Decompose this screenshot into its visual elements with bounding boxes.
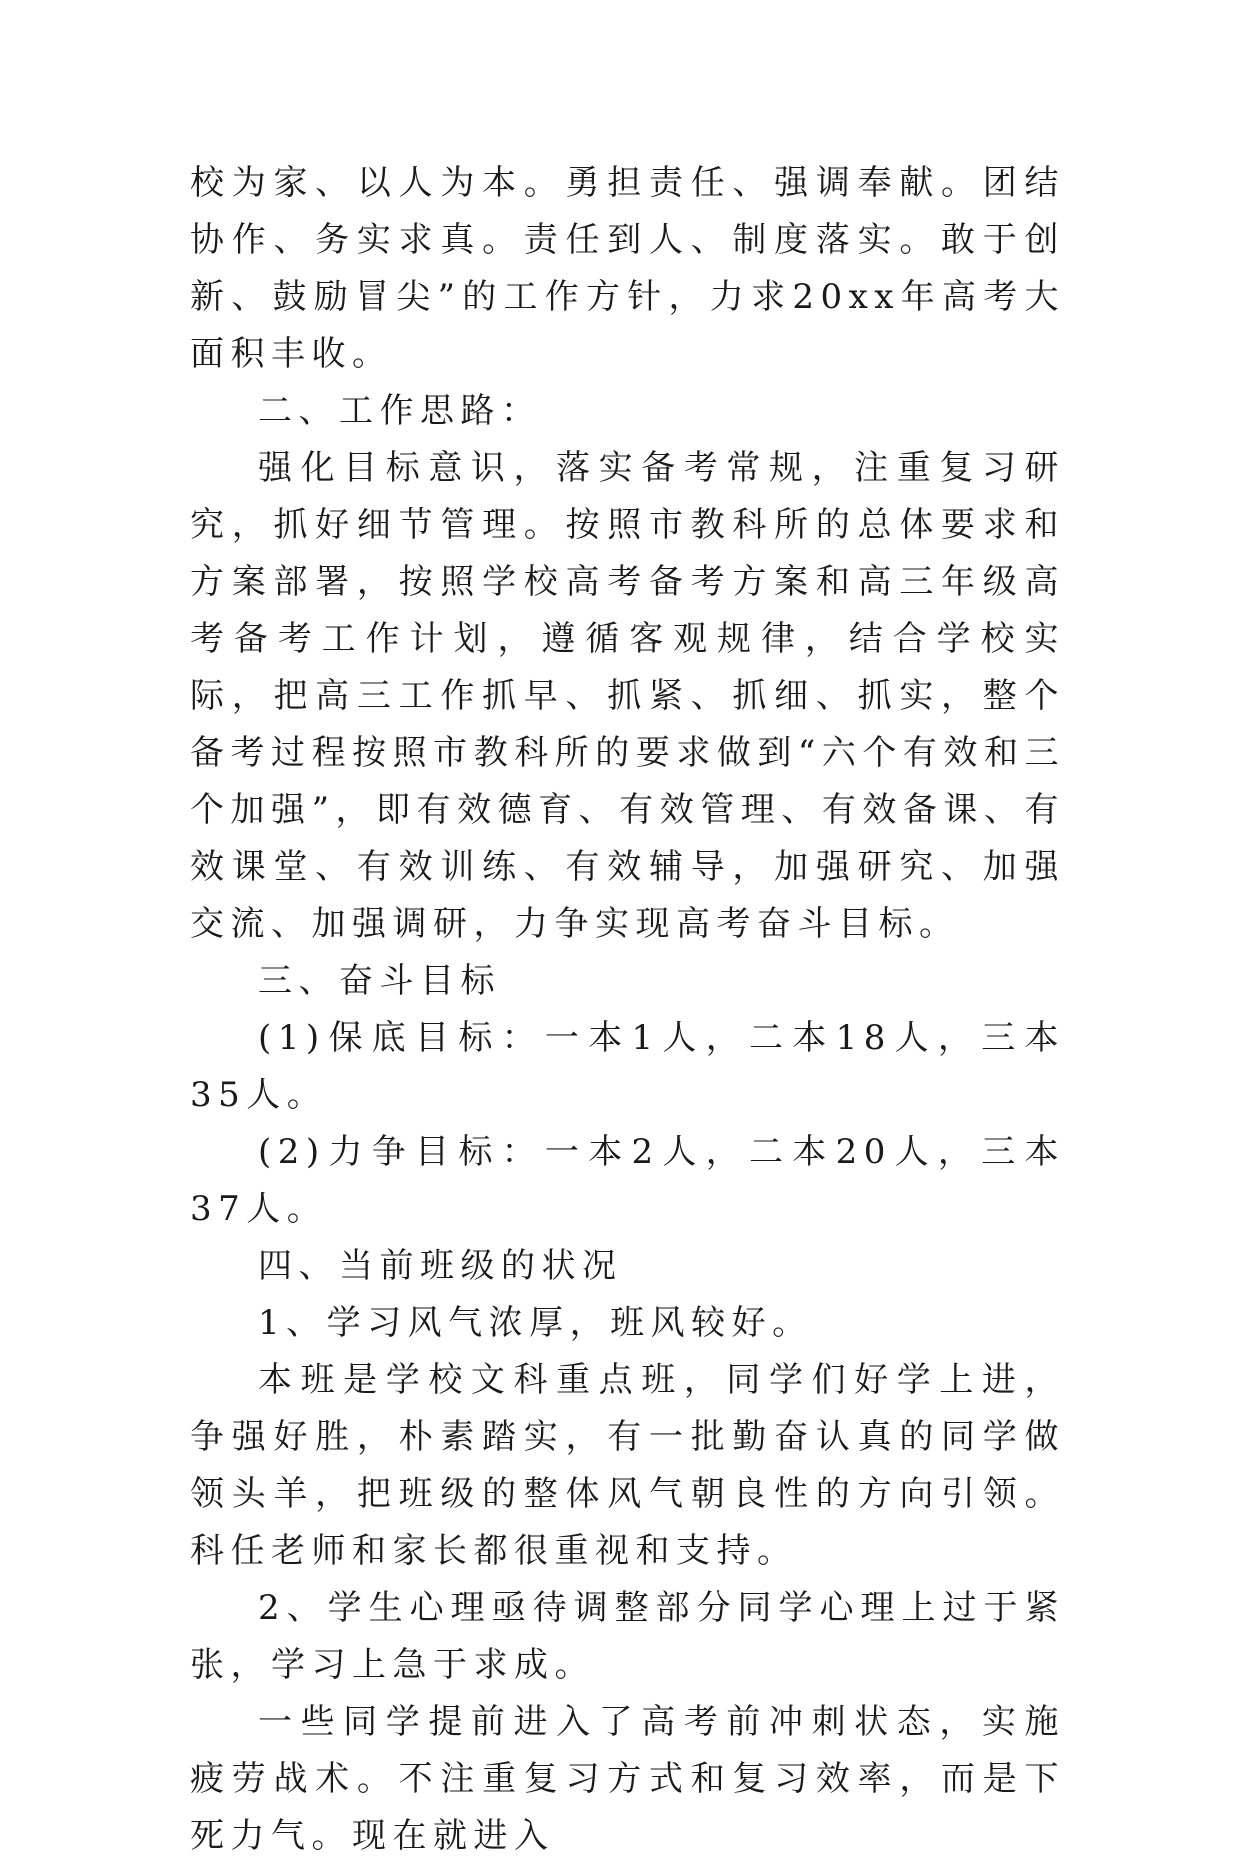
list-item-stretch-goal: (2)力争目标：一本2人，二本20人，三本37人。	[190, 1132, 1065, 1229]
heading-class-status: 四、当前班级的状况	[258, 1246, 623, 1286]
document-body	[190, 155, 1065, 1865]
list-item-baseline-goal: (1)保底目标：一本1人，二本18人，三本35人。	[190, 1018, 1065, 1115]
paragraph-work-policy-continued: 校为家、以人为本。勇担责任、强调奉献。团结协作、务实求真。责任到人、制度落实。敢于创新、鼓励冒尖”的工作方针，力求20xx年高考大面积丰收。	[190, 163, 1065, 374]
subheading-study-atmosphere: 1、学习风气浓厚，班风较好。	[258, 1303, 813, 1343]
heading-work-approach: 二、工作思路：	[258, 391, 542, 431]
paragraph-study-atmosphere: 本班是学校文科重点班，同学们好学上进，争强好胜，朴素踏实，有一批勤奋认真的同学做领头羊，把班级的整体风气朝良性的方向引领。科任老师和家长都很重视和支持。	[190, 1360, 1065, 1571]
heading-goals: 三、奋斗目标	[258, 961, 501, 1001]
subheading-student-psychology: 2、学生心理亟待调整部分同学心理上过于紧张，学习上急于求成。	[190, 1588, 1065, 1685]
paragraph-student-psychology: 一些同学提前进入了高考前冲刺状态，实施疲劳战术。不注重复习方式和复习效率，而是下死力气。现在就进入	[190, 1702, 1065, 1856]
paragraph-work-approach: 强化目标意识，落实备考常规，注重复习研究，抓好细节管理。按照市教科所的总体要求和方案部署，按照学校高考备考方案和高三年级高考备考工作计划，遵循客观规律，结合学校实际，把高三工作抓早、抓紧、抓细、抓实，整个备考过程按照市教科所的要求做到“六个有效和三个加强”，即有效德育、有效管理、有效备课、有效课堂、有效训练、有效辅导，加强研究、加强交流、加强调研，力争实现高考奋斗目标。	[190, 448, 1065, 944]
